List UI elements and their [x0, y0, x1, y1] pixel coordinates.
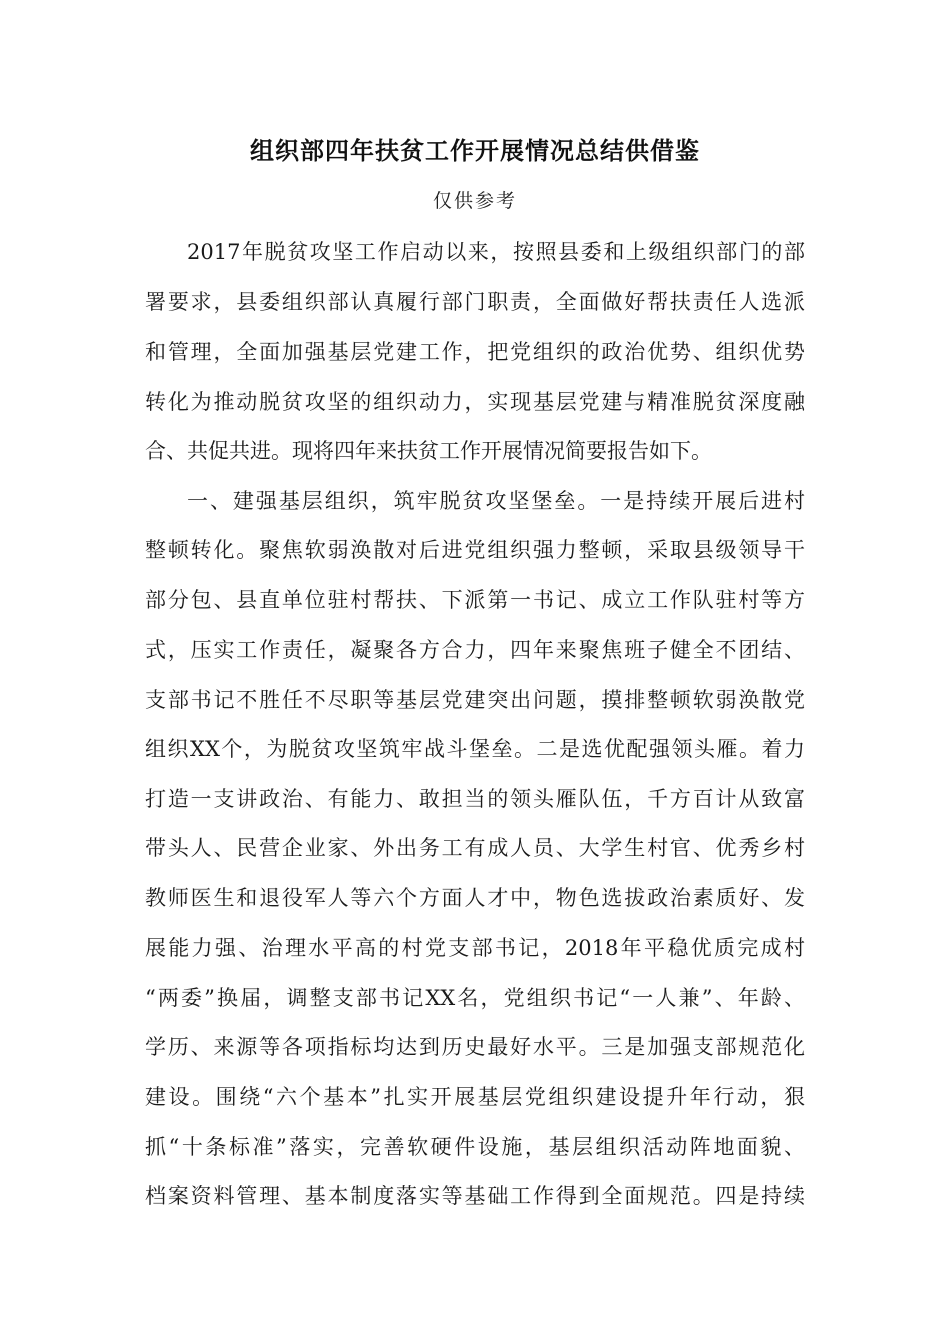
paragraph-line: 合、共促共进。现将四年来扶贫工作开展情况简要报告如下。: [145, 439, 712, 463]
paragraph-line: “两委”换届，调整支部书记XX名，党组织书记“一人兼”、年龄、: [145, 986, 805, 1010]
paragraph-line: 教师医生和退役军人等六个方面人才中，物色选拔政治素质好、发: [145, 886, 805, 910]
paragraph-line: 打造一支讲政治、有能力、敢担当的领头雁队伍，千方百计从致富: [145, 787, 805, 811]
paragraph-line: 档案资料管理、基本制度落实等基础工作得到全面规范。四是持续: [145, 1184, 805, 1208]
document-subtitle: 仅供参考: [432, 190, 517, 212]
paragraph-line: 组织XX个，为脱贫攻坚筑牢战斗堡垒。二是选优配强领头雁。着力: [145, 737, 805, 761]
paragraph-line: 抓“十条标准”落实，完善软硬件设施，基层组织活动阵地面貌、: [145, 1135, 805, 1159]
document-title: 组织部四年扶贫工作开展情况总结供借鉴: [250, 137, 700, 165]
paragraph-line: 整顿转化。聚焦软弱涣散对后进党组织强力整顿，采取县级领导干: [145, 538, 805, 562]
paragraph-line: 展能力强、治理水平高的村党支部书记，2018年平稳优质完成村: [145, 936, 805, 960]
paragraph-line: 建设。围绕“六个基本”扎实开展基层党组织建设提升年行动，狠: [145, 1085, 805, 1109]
paragraph-line: 式，压实工作责任，凝聚各方合力，四年来聚焦班子健全不团结、: [145, 638, 805, 662]
paragraph-line: 带头人、民营企业家、外出务工有成人员、大学生村官、优秀乡村: [145, 836, 805, 860]
paragraph-line: 一、建强基层组织，筑牢脱贫攻坚堡垒。一是持续开展后进村: [187, 489, 805, 513]
paragraph-line: 和管理，全面加强基层党建工作，把党组织的政治优势、组织优势: [145, 340, 805, 364]
paragraph-line: 部分包、县直单位驻村帮扶、下派第一书记、成立工作队驻村等方: [145, 588, 805, 612]
paragraph-line: 转化为推动脱贫攻坚的组织动力，实现基层党建与精准脱贫深度融: [145, 390, 805, 414]
paragraph-line: 2017年脱贫攻坚工作启动以来，按照县委和上级组织部门的部: [187, 240, 805, 264]
paragraph-line: 署要求，县委组织部认真履行部门职责，全面做好帮扶责任人选派: [145, 290, 805, 314]
paragraph-line: 学历、来源等各项指标均达到历史最好水平。三是加强支部规范化: [145, 1035, 805, 1059]
paragraph-line: 支部书记不胜任不尽职等基层党建突出问题，摸排整顿软弱涣散党: [145, 688, 805, 712]
